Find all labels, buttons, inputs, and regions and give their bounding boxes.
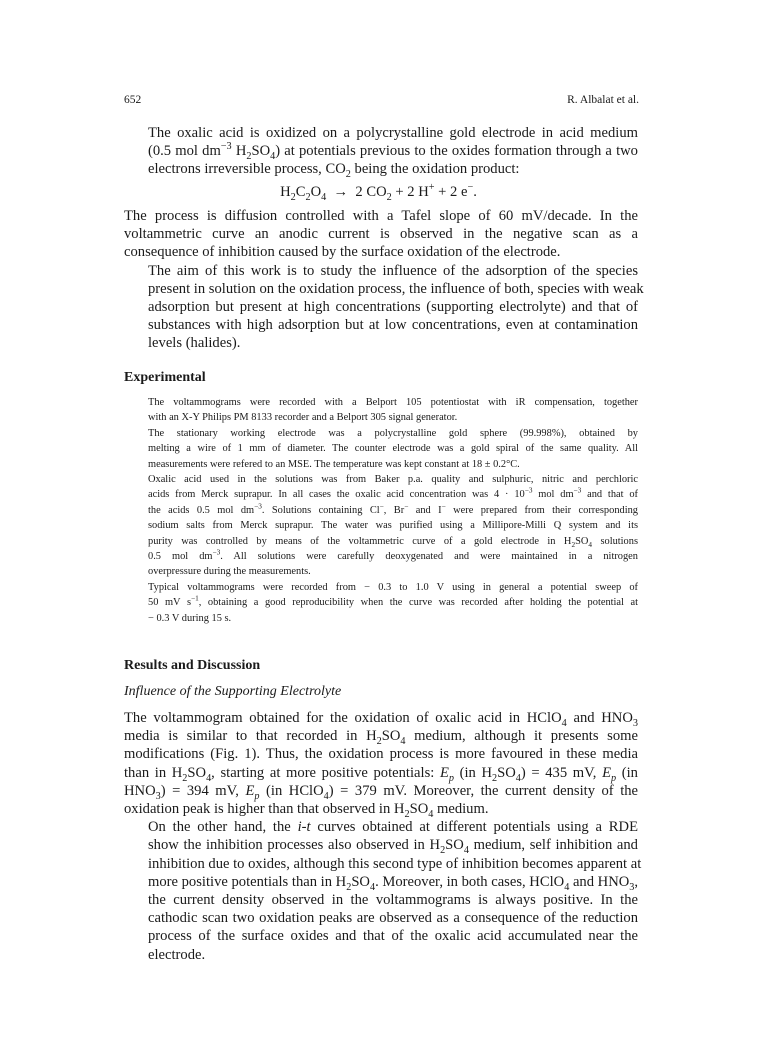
- text-line: The aim of this work is to study the influence of the adsorption of the species: [148, 262, 638, 279]
- text-line: present in solution on the oxidation process, the influence of both, species with weak: [148, 280, 644, 297]
- text-line: the current density observed in the voltammograms is always positive. In the: [148, 892, 638, 909]
- text-line: Typical voltammograms were recorded from − 0.3 to 1.0 V using in general a potential sweep of: [148, 581, 638, 593]
- text-line: inhibition due to oxides, although this second type of inhibition becomes apparent at: [148, 855, 642, 872]
- running-title: R. Albalat et al.: [567, 94, 639, 106]
- text-line: cathodic scan two oxidation peaks are observed as a consequence of the reduction: [148, 910, 638, 927]
- text-line: substances with high adsorption but at low concentrations, even at contamination: [148, 317, 638, 334]
- paragraph: [124, 395, 638, 426]
- text-line: Oxalic acid used in the solutions was from Baker p.a. quality and sulphuric, nitric and perchloric: [148, 474, 638, 486]
- reaction-equation: $H_2C_2O_4 \to 2$ $CO_2 + 2$ H+ + 2 e−.: [280, 182, 477, 203]
- text-line: measurements were refered to an MSE. The temperature was kept constant at 18 ± 0.2°C.: [148, 458, 520, 470]
- intro-paragraph-2: [124, 207, 644, 353]
- text-line: adsorption but present at high concentrations (supporting electrolyte) and that of: [148, 299, 638, 316]
- text-line: media is similar to that recorded in $H_2SO_4$ medium, although it presents some: [124, 728, 638, 748]
- text-line: oxidation peak is higher than that observed in $H_2SO_4$ medium.: [124, 801, 489, 820]
- page-number: 652: [124, 94, 142, 106]
- text-line: the acids 0.5 mol $dm^{-3}$. Solutions containing Cl−, Br− and I− were prepared from their corresponding: [148, 502, 638, 516]
- text-line: The oxalic acid is oxidized on a polycrystalline gold electrode in acid medium: [148, 125, 638, 141]
- results-text: [124, 709, 642, 964]
- paragraph: [124, 472, 638, 580]
- text-line: − 0.3 V during 15 s.: [148, 612, 232, 624]
- text-line: The process is diffusion controlled with a Tafel slope of 60 mV/decade. In the: [124, 208, 638, 224]
- text-line: show the inhibition processes also observed in $H_2SO_4$ medium, self inhibition and: [148, 837, 638, 857]
- text-line: voltammetric curve an anodic current is observed in the negative scan as a: [124, 226, 638, 243]
- paragraph: [124, 709, 638, 818]
- text-line: with an X-Y Philips PM 8133 recorder and a Belport 305 signal generator.: [148, 412, 458, 424]
- text-line: levels (halides).: [148, 335, 241, 352]
- text-line: The voltammogram obtained for the oxidation of oxalic acid in HClO$_4$ and $HNO_3$: [124, 710, 638, 729]
- text-line: 50 mV $s^{-1}$, obtaining a good reproducibility when the curve was recorded after holding the potential at: [148, 594, 638, 609]
- experimental-text: [124, 395, 638, 626]
- text-line: (0.5 mol $dm^{-3}$ $H_2SO_4$) at potentials previous to the oxides formation through a two: [148, 141, 638, 163]
- subsection-heading: Influence of the Supporting Electrolyte: [124, 684, 342, 699]
- paragraph: [124, 207, 638, 262]
- paragraph: [124, 124, 638, 179]
- text-line: electrons irreversible process, $CO_2$ being the oxidation product:: [148, 161, 520, 181]
- text-line: $HNO_3) = 394$ mV, $E_p$ (in HClO$_4$) = 379 mV. Moreover, the current density of the: [124, 782, 639, 802]
- intro-paragraph-1: [124, 124, 638, 179]
- paragraph: [124, 262, 644, 353]
- section-heading-results: Results and Discussion: [124, 658, 261, 673]
- paragraph: [124, 580, 638, 626]
- text-line: electrode.: [148, 946, 206, 963]
- paragraph: [124, 818, 642, 964]
- text-line: The voltammograms were recorded with a Belport 105 potentiostat with iR compensation, together: [148, 397, 638, 408]
- text-line: On the other hand, the i-t curves obtained at different potentials using a RDE: [148, 819, 638, 836]
- text-line: modifications (Fig. 1). Thus, the oxidation process is more favoured in these media: [124, 746, 638, 763]
- text-line: than in $H_2SO_4$, starting at more positive potentials: $E_p$ (in $H_2SO_4) = 435$ mV, $E_p$ (in: [124, 764, 638, 784]
- text-line: purity was controlled by means of the voltammetric curve of a gold electrode in $H_2SO_4$ solutions: [148, 535, 638, 549]
- text-line: 0.5 mol $dm^{-3}$. All solutions were carefully deoxygenated and were maintained in a nitrogen: [148, 548, 638, 563]
- text-line: melting a wire of 1 mm of diameter. The counter electrode was a gold spiral of the same quality. All: [148, 443, 638, 455]
- text-line: The stationary working electrode was a polycrystalline gold sphere (99.998%), obtained by: [148, 427, 638, 439]
- text-line: acids from Merck suprapur. In all cases the oxalic acid concentration was $4 \cdot 10^{-3}$ mol $dm^{-3}$ and that of: [148, 486, 638, 501]
- text-line: consequence of inhibition caused by the surface oxidation of the electrode.: [124, 244, 561, 261]
- text-line: overpressure during the measurements.: [148, 566, 311, 578]
- section-heading-experimental: Experimental: [124, 370, 206, 385]
- paragraph: [124, 426, 638, 472]
- text-line: process of the surface oxides and that of the oxalic acid accumulated near the: [148, 928, 638, 945]
- text-line: more positive potentials than in $H_2SO_4$. Moreover, in both cases, HClO$_4$ and $HNO_3$,: [148, 873, 639, 893]
- text-line: sodium salts from Merck suprapur. The water was purified using a Millipore-Milli Q system and its: [148, 520, 638, 532]
